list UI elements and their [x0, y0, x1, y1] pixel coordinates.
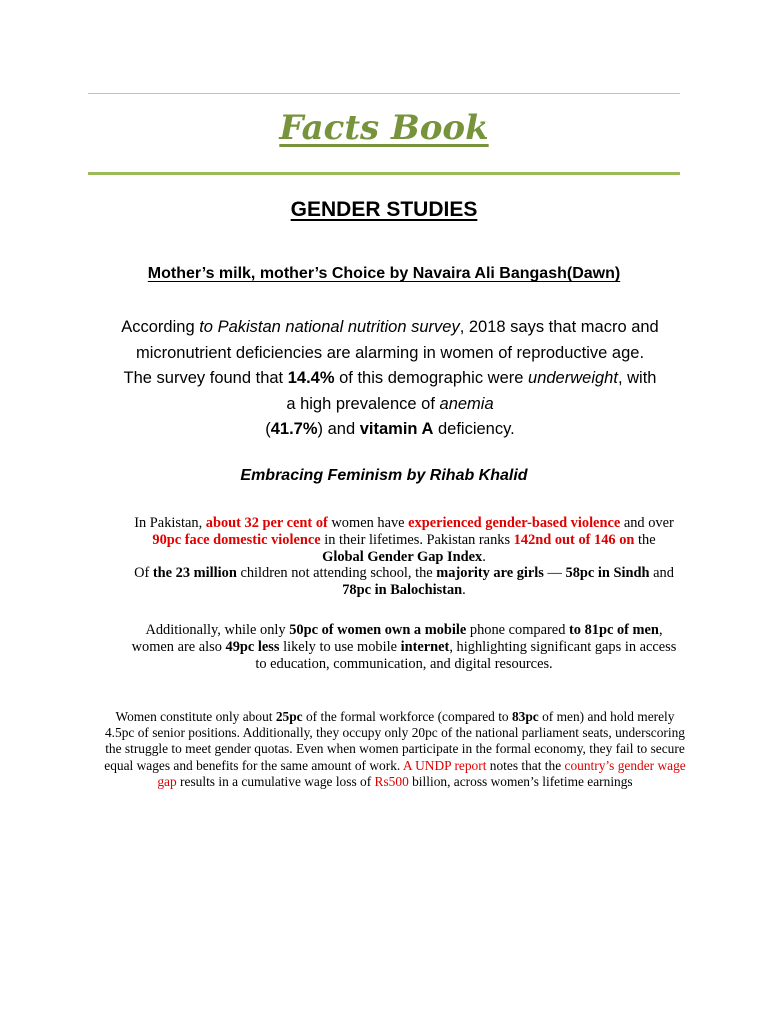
article2-heading: Embracing Feminism by Rihab Khalid: [240, 467, 528, 484]
article2-paragraph-1: In Pakistan, about 32 per cent of women have experienced gender-based violence and over 90pc face domestic violence in their lifetimes. Pakistan ranks 142nd out of 146 on the Global Gender Gap Index. Of the 23 million children not attending school, the majority are girls — 58pc in Sindh and 78pc in Balochistan.: [134, 515, 674, 599]
top-divider: [88, 93, 680, 94]
title-divider: [88, 172, 680, 175]
document-title: Facts Book: [279, 108, 489, 148]
article2-paragraph-2: Additionally, while only 50pc of women own a mobile phone compared to 81pc of men, women are also 49pc less likely to use mobile internet, highlighting significant gaps in access to education, communication, and digital resources.: [131, 622, 677, 672]
article2-paragraph-3: Women constitute only about 25pc of the formal workforce (compared to 83pc of men) and hold merely 4.5pc of senior positions. Additionally, they occupy only 20pc of the national parliament seats, underscoring the struggle to meet gender quotas. Even when women participate in the formal economy, they fail to secure equal wages and benefits for the same amount of work. A UNDP report notes that the country’s gender wage gap results in a cumulative wage loss of Rs500 billion, across women’s lifetime earnings: [104, 709, 686, 789]
article1-paragraph: According to Pakistan national nutrition survey, 2018 says that macro and micronutrient deficiencies are alarming in women of reproductive age. The survey found that 14.4% of this demographic were underweight, with a high prevalence of anemia (41.7%) and vitamin A deficiency.: [121, 318, 659, 438]
section-heading: GENDER STUDIES: [290, 198, 478, 221]
article1-heading: Mother’s milk, mother’s Choice by Navaira Ali Bangash(Dawn): [147, 265, 621, 282]
